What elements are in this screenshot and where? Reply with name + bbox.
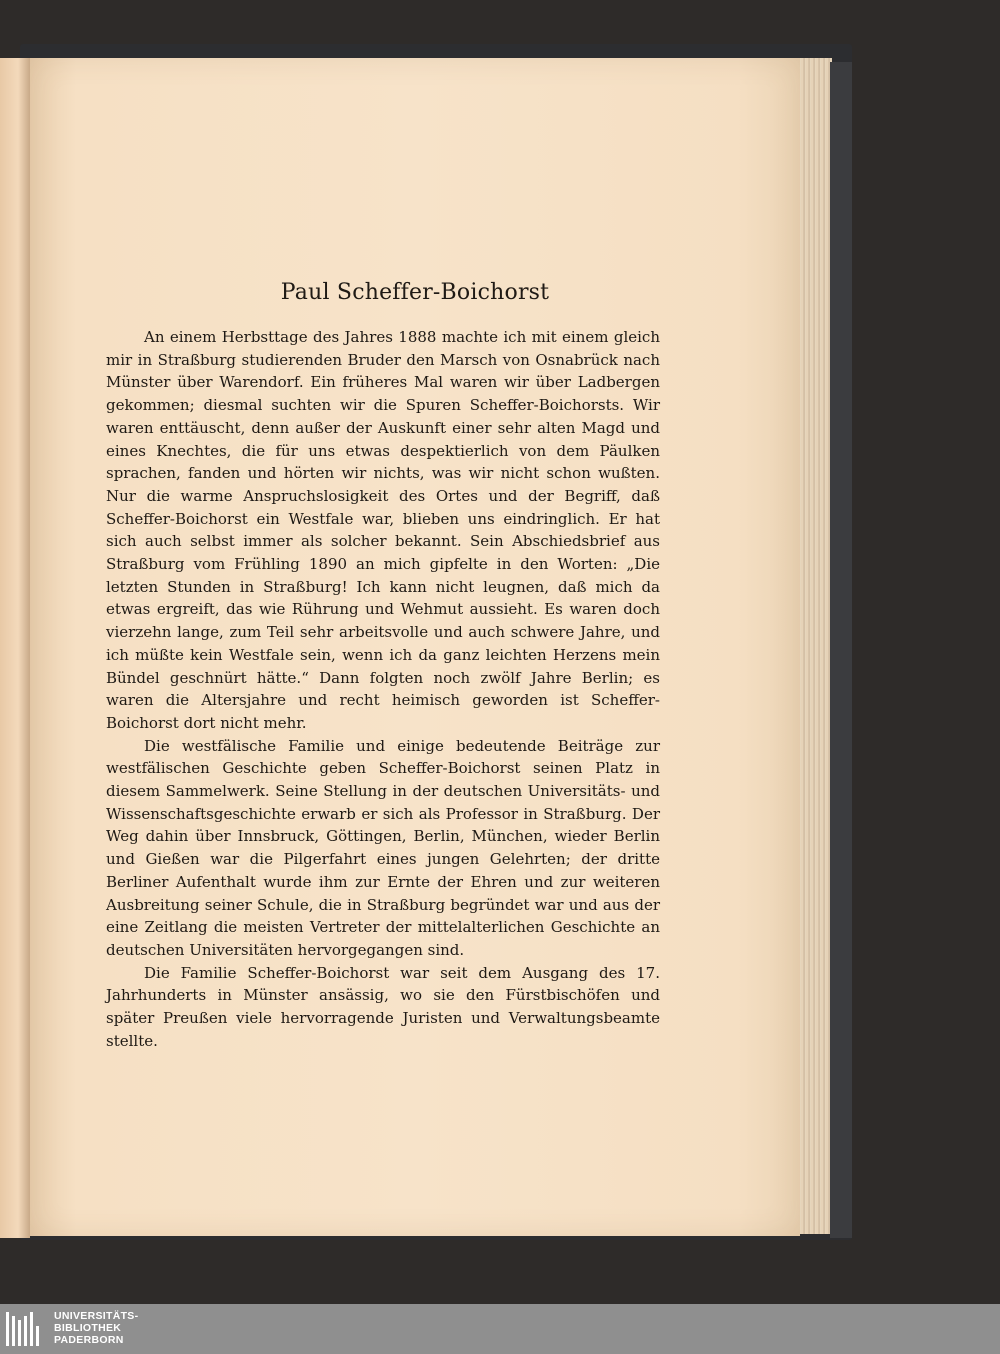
logo-line-3: PADERBORN [54,1334,124,1346]
logo-line-2: BIBLIOTHEK [54,1322,122,1334]
library-logo-text [54,1310,138,1346]
back-cover-edge [830,62,852,1238]
left-page-edge [0,58,30,1238]
library-logo-icon [6,1312,44,1346]
paragraph-1: An einem Herbsttage des Jahres 1888 machte ich mit einem gleich mir in Straßburg studierenden Bruder den Marsch von Osnabrück nach Münster über Warendorf. Ein früheres Mal waren wir über Ladbergen gekommen; diesmal suchten wir die Spuren Scheffer-Boichorsts. Wir waren enttäuscht, denn außer der Auskunft einer sehr alten Magd und eines Knechtes, die für uns etwas despektierlich von dem Päulken sprachen, fanden und hörten wir nichts, was wir nicht schon wußten. Nur die warme Anspruchslosigkeit des Ortes und der Begriff, daß Scheffer-Boichorst ein Westfale war, blieben uns eindringlich. Er hat sich auch selbst immer als solcher bekannt. Sein Abschiedsbrief aus Straßburg vom Frühling 1890 an mich gipfelte in den Worten: „Die letzten Stunden in Straßburg! Ich kann nicht leugnen, daß mich da etwas ergreift, das wie Rührung und Wehmut aussieht. Es waren doch vierzehn lange, zum Teil sehr arbeitsvolle und auch schwere Jahre, und ich müßte kein Westfale sein, wenn ich da ganz leichten Herzens mein Bündel geschnürt hätte.“ Dann folgten noch zwölf Jahre Berlin; es waren die Altersjahre und recht heimisch geworden ist Scheffer-Boichorst dort nicht mehr. [106,328,660,732]
logo-line-1: UNIVERSITÄTS- [54,1310,139,1322]
paragraph-3: Die Familie Scheffer-Boichorst war seit dem Ausgang des 17. Jahrhunderts in Münster ansässig, wo sie den Fürstbischöfen und später Preußen viele hervorragende Juristen und Verwaltungsbeamte stellte. [106,963,660,1050]
article-body [106,326,660,1053]
library-footer [0,1304,1000,1354]
article-title: Paul Scheffer-Boichorst [280,280,550,305]
page-stack-edge [796,58,832,1234]
paragraph-2: Die westfälische Familie und einige bedeutende Beiträge zur westfälischen Geschichte geben Scheffer-Boichorst seinen Platz in diesem Sammelwerk. Seine Stellung in der deutschen Universitäts- und Wissenschaftsgeschichte erwarb er sich als Professor in Straßburg. Der Weg dahin über Innsbruck, Göttingen, Berlin, München, wieder Berlin und Gießen war die Pilgerfahrt eines jungen Gelehrten; der dritte Berliner Aufenthalt wurde ihm zur Ernte der Ehren und zur weiteren Ausbreitung seiner Schule, die in Straßburg begründet war und aus der eine Zeitlang die meisten Vertreter der mittelalterlichen Geschichte an deutschen Universitäten hervorgegangen sind. [106,736,660,959]
